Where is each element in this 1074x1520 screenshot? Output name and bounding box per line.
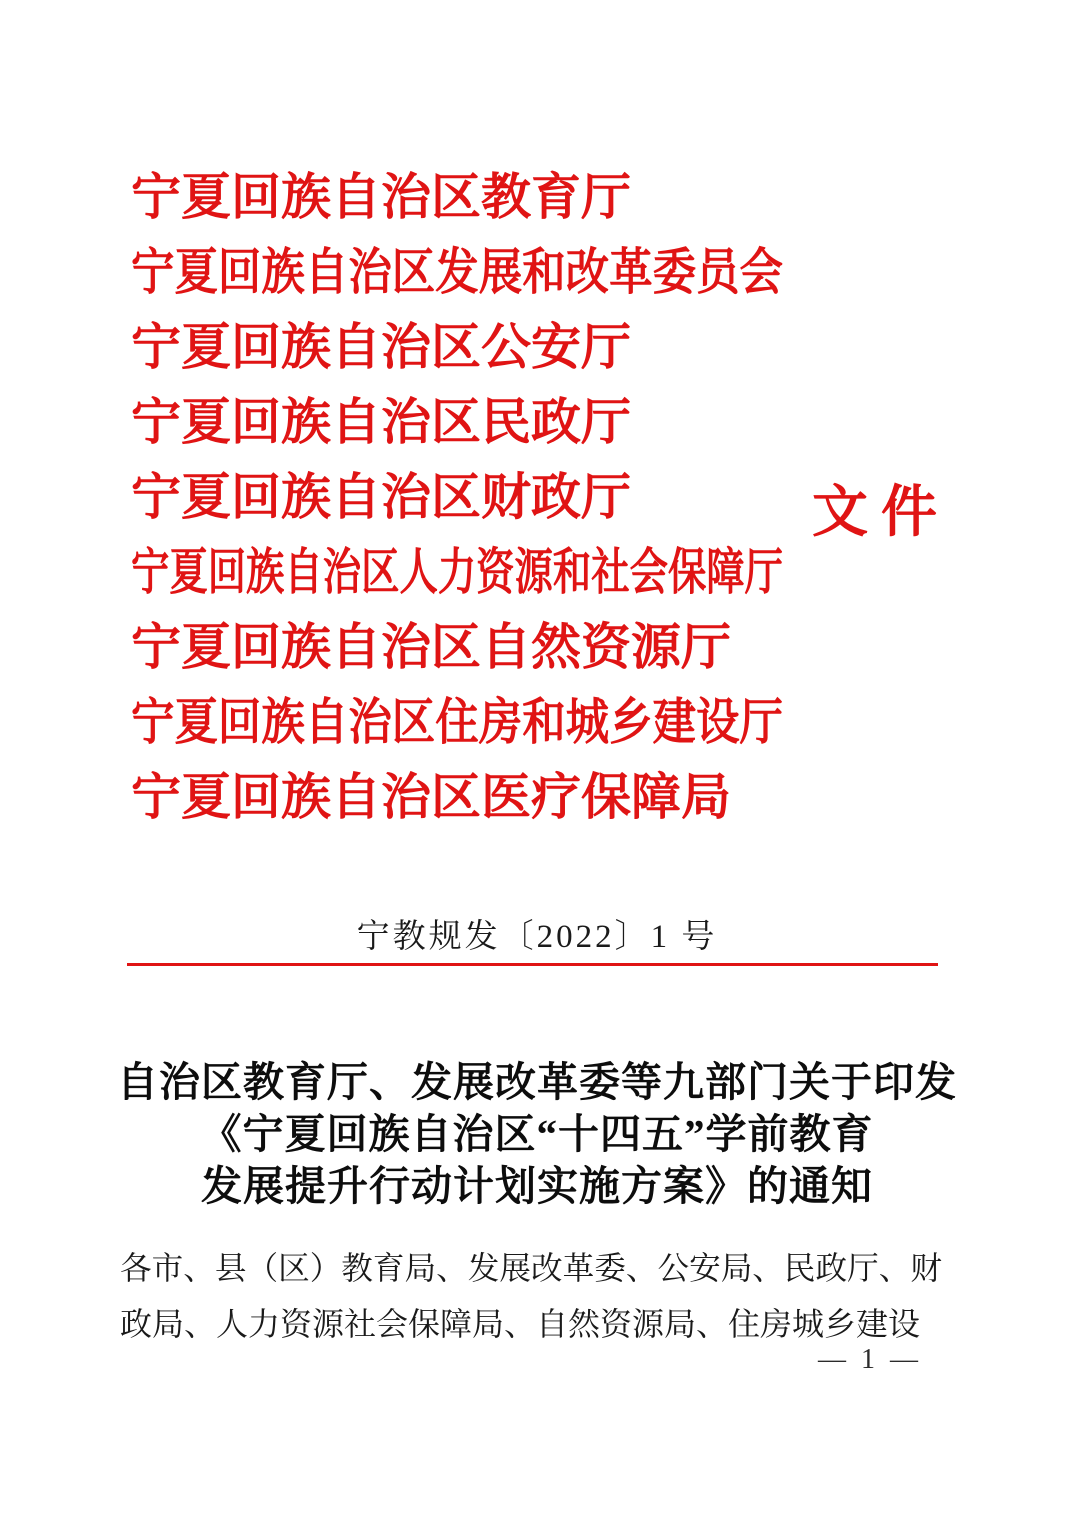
title-line-3: 发展提升行动计划实施方案》的通知 bbox=[201, 1163, 873, 1209]
agency-line-development-reform: 宁夏回族自治区发展和改革委员会 bbox=[131, 244, 783, 300]
page-number: — 1 — bbox=[818, 1344, 922, 1375]
red-divider-rule bbox=[127, 963, 938, 966]
agency-line-civil-affairs: 宁夏回族自治区民政厅 bbox=[131, 394, 631, 450]
title-line-2: 《宁夏回族自治区“十四五”学前教育 bbox=[200, 1111, 874, 1157]
body-text bbox=[120, 1240, 942, 1352]
agency-line-medical-security: 宁夏回族自治区医疗保障局 bbox=[131, 769, 731, 825]
title-line-1: 自治区教育厅、发展改革委等九部门关于印发 bbox=[117, 1059, 957, 1105]
letterhead-agency-block bbox=[131, 160, 783, 835]
agency-line-public-security: 宁夏回族自治区公安厅 bbox=[131, 319, 631, 375]
file-label: 文件 bbox=[812, 482, 950, 544]
agency-line-natural-resources: 宁夏回族自治区自然资源厅 bbox=[131, 619, 731, 675]
document-number: 宁教规发〔2022〕1 号 bbox=[356, 919, 718, 955]
document-title bbox=[0, 1056, 1074, 1212]
body-line-1: 各市、县（区）教育局、发展改革委、公安局、民政厅、财 bbox=[120, 1250, 943, 1286]
body-line-2: 政局、人力资源社会保障局、自然资源局、住房城乡建设 bbox=[120, 1306, 921, 1342]
agency-line-human-resources: 宁夏回族自治区人力资源和社会保障厅 bbox=[131, 544, 783, 600]
agency-line-finance: 宁夏回族自治区财政厅 bbox=[131, 469, 631, 525]
agency-line-housing-construction: 宁夏回族自治区住房和城乡建设厅 bbox=[131, 694, 783, 750]
agency-line-education: 宁夏回族自治区教育厅 bbox=[131, 169, 631, 225]
